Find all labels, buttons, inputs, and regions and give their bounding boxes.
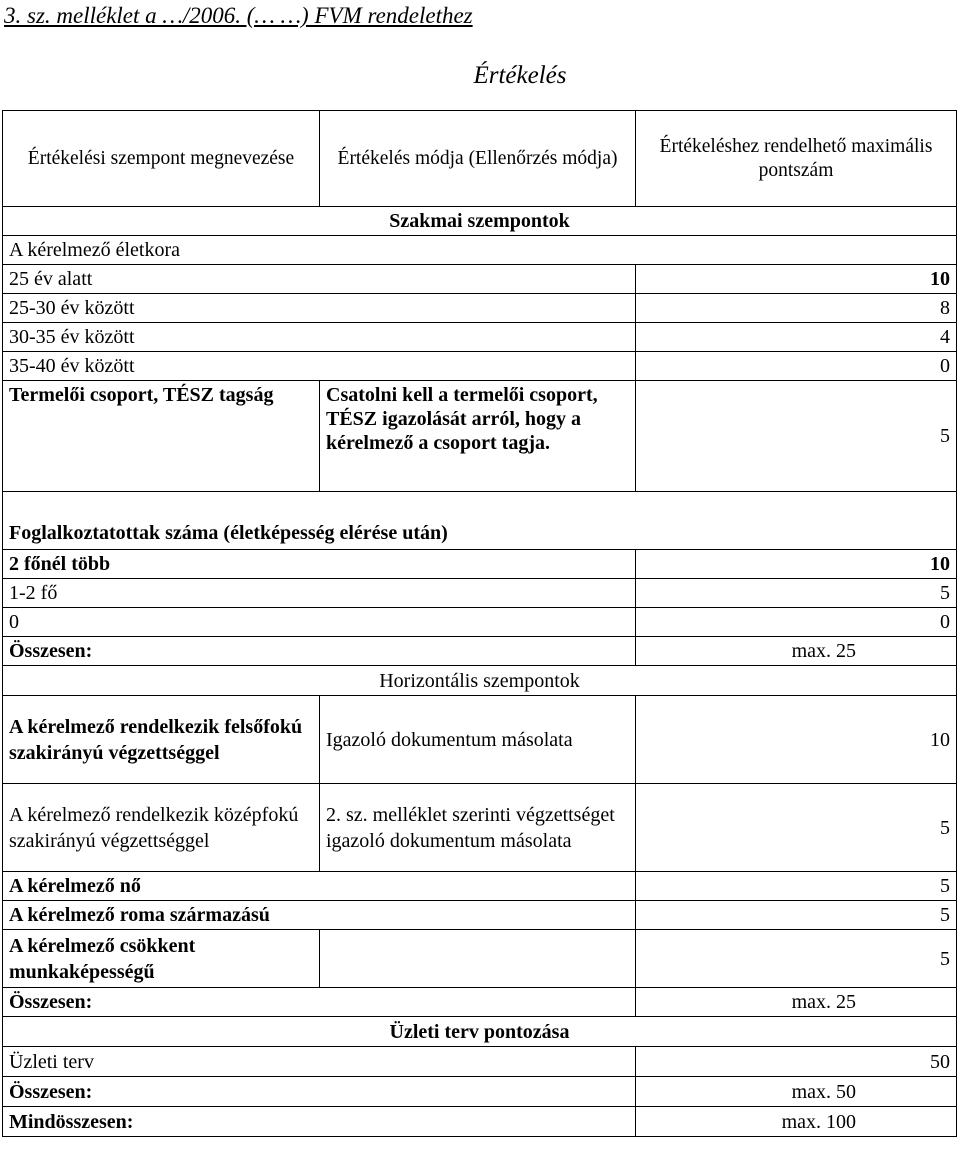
criterion-disability: A kérelmező csökkent munkaképességű bbox=[3, 930, 320, 988]
age-option: 25-30 év között bbox=[3, 294, 636, 323]
criterion-female: A kérelmező nő bbox=[3, 872, 636, 901]
method-secondary-education: 2. sz. melléklet szerinti végzettséget igazoló dokumentum másolata bbox=[320, 784, 636, 872]
section-title-uzleti: Üzleti terv pontozása bbox=[3, 1017, 957, 1047]
table-row bbox=[3, 608, 957, 637]
table-row bbox=[3, 492, 957, 550]
grand-total-row bbox=[3, 1107, 957, 1137]
subtotal-row bbox=[3, 1077, 957, 1107]
criterion-higher-education: A kérelmező rendelkezik felsőfokú szakirányú végzettséggel bbox=[3, 696, 320, 784]
table-row bbox=[3, 236, 957, 265]
section-row bbox=[3, 666, 957, 696]
column-header-max-score: Értékeléshez rendelhető maximális pontszám bbox=[636, 111, 957, 207]
criterion-roma: A kérelmező roma származású bbox=[3, 901, 636, 930]
table-row bbox=[3, 872, 957, 901]
score-value: 5 bbox=[636, 784, 957, 872]
table-row bbox=[3, 323, 957, 352]
age-option: 30-35 év között bbox=[3, 323, 636, 352]
score-value: 5 bbox=[636, 930, 957, 988]
employee-option: 2 főnél több bbox=[3, 550, 636, 579]
subtotal-value: max. 25 bbox=[636, 988, 957, 1017]
grand-total-value: max. 100 bbox=[636, 1107, 957, 1137]
subtotal-label: Összesen: bbox=[3, 988, 636, 1017]
score-value: 5 bbox=[636, 579, 957, 608]
score-value: 5 bbox=[636, 381, 957, 492]
table-row bbox=[3, 550, 957, 579]
section-title-szakmai: Szakmai szempontok bbox=[3, 207, 957, 236]
criterion-age: A kérelmező életkora bbox=[3, 236, 957, 265]
criterion-employees: Foglalkoztatottak száma (életképesség elérése után) bbox=[3, 492, 957, 550]
criterion-business-plan: Üzleti terv bbox=[3, 1047, 636, 1077]
section-row bbox=[3, 1017, 957, 1047]
subtotal-value: max. 50 bbox=[636, 1077, 957, 1107]
score-value: 4 bbox=[636, 323, 957, 352]
subtotal-label: Összesen: bbox=[3, 1077, 636, 1107]
employee-option: 0 bbox=[3, 608, 636, 637]
table-row bbox=[3, 901, 957, 930]
table-row bbox=[3, 579, 957, 608]
method-tesz: Csatolni kell a termelői csoport, TÉSZ igazolását arról, hogy a kérelmező a csoport tagja. bbox=[320, 381, 636, 492]
subtotal-row bbox=[3, 637, 957, 666]
criterion-tesz: Termelői csoport, TÉSZ tagság bbox=[3, 381, 320, 492]
evaluation-table bbox=[2, 110, 957, 1137]
table-row bbox=[3, 930, 957, 988]
score-value: 5 bbox=[636, 872, 957, 901]
subtotal-value: max. 25 bbox=[636, 637, 957, 666]
score-value: 0 bbox=[636, 608, 957, 637]
age-option: 35-40 év között bbox=[3, 352, 636, 381]
table-row bbox=[3, 294, 957, 323]
annex-reference: 3. sz. melléklet a …/2006. (… …) FVM rendelethez bbox=[4, 3, 473, 28]
table-row bbox=[3, 696, 957, 784]
score-value: 10 bbox=[636, 696, 957, 784]
table-row bbox=[3, 1047, 957, 1077]
section-title-horizontalis: Horizontális szempontok bbox=[3, 666, 957, 696]
table-row bbox=[3, 381, 957, 492]
empty-cell bbox=[320, 930, 636, 988]
score-value: 50 bbox=[636, 1047, 957, 1077]
score-value: 8 bbox=[636, 294, 957, 323]
table-row bbox=[3, 265, 957, 294]
grand-total-label: Mindösszesen: bbox=[3, 1107, 636, 1137]
method-higher-education: Igazoló dokumentum másolata bbox=[320, 696, 636, 784]
subtotal-row bbox=[3, 988, 957, 1017]
criterion-secondary-education: A kérelmező rendelkezik középfokú szakirányú végzettséggel bbox=[3, 784, 320, 872]
page-title: Értékelés bbox=[473, 62, 567, 89]
table-row bbox=[3, 352, 957, 381]
score-value: 10 bbox=[636, 550, 957, 579]
score-value: 5 bbox=[636, 901, 957, 930]
age-option: 25 év alatt bbox=[3, 265, 636, 294]
score-value: 10 bbox=[636, 265, 957, 294]
table-row bbox=[3, 784, 957, 872]
column-header-method: Értékelés módja (Ellenőrzés módja) bbox=[320, 111, 636, 207]
subtotal-label: Összesen: bbox=[3, 637, 636, 666]
employee-option: 1-2 fő bbox=[3, 579, 636, 608]
column-header-criterion: Értékelési szempont megnevezése bbox=[3, 111, 320, 207]
score-value: 0 bbox=[636, 352, 957, 381]
table-header-row bbox=[3, 111, 957, 207]
section-row bbox=[3, 207, 957, 236]
